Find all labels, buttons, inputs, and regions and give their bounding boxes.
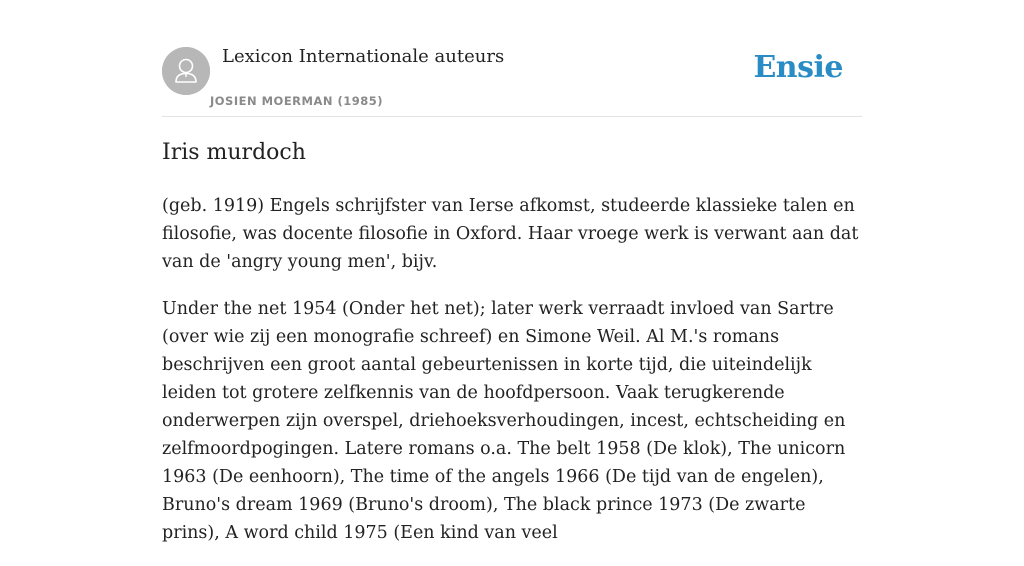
paragraph: Under the net 1954 (Onder het net); later werk verraadt invloed van Sartre (over wie zij een monografie schreef) en Simone Weil. Al M.'s romans beschrijven een groot aantal gebeurtenissen in korte tijd, die uiteindelijk leiden tot grotere zelfkennis van de hoofdpersoon. Vaak terugkerende onderwerpen zijn overspel, driehoeksverhoudingen, incest, echtscheiding en zelfmoordpogingen. Latere romans o.a. The belt 1958 (De klok), The unicorn 1963 (De eenhoorn), The time of the angels 1966 (De tijd van de engelen), Bruno's dream 1969 (Bruno's droom), The black prince 1973 (De zwarte prins), A word child 1975 (Een kind van veel — [162, 299, 846, 543]
author-name[interactable]: JOSIEN MOERMAN (1985) — [210, 94, 384, 108]
user-avatar-icon — [162, 47, 210, 95]
paragraph: (geb. 1919) Engels schrijfster van Ierse afkomst, studeerde klassieke talen en filosofie, was docente filosofie in Oxford. Haar vroege werk is verwant aan dat van de 'angry young men', bijv. — [162, 196, 859, 272]
author-avatar[interactable] — [162, 47, 210, 95]
ensie-logo[interactable]: Ensie — [753, 50, 843, 85]
article-body — [162, 192, 862, 566]
source-title[interactable]: Lexicon Internationale auteurs — [222, 46, 505, 67]
header — [162, 0, 862, 117]
article-title: Iris murdoch — [162, 140, 306, 165]
